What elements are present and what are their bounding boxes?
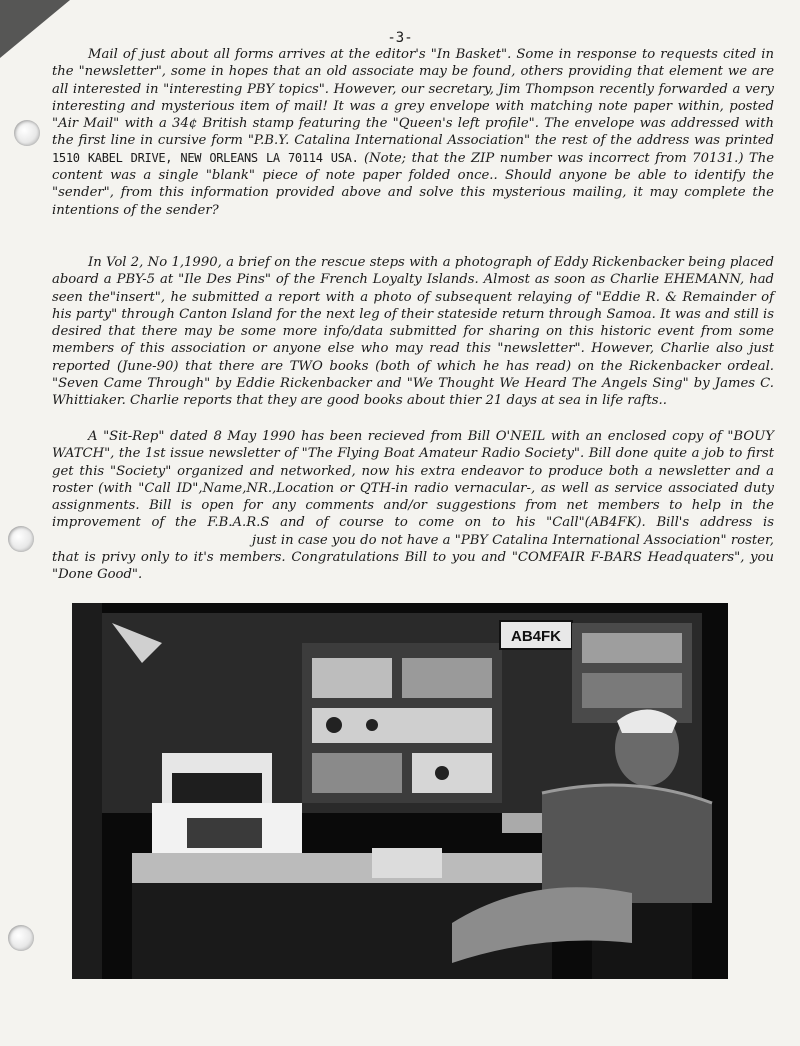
paragraph-sit-rep-part1: A "Sit-Rep" dated 8 May 1990 has been recieved from Bill O'NEIL with an enclosed copy of "BOUY WATCH", the 1st issue newsletter of "The Flying Boat Amateur Radio Society". Bill done quite a job to first get this "Society" organized and networked, now his extra endeavor to produce both a newsletter and a roster (with "Call ID",Name,NR.,Location or QTH-in radio vernacular-, as well as service associated duty assignments. Bill is open for any comments and/or suggestions from net members to help in the improvement of the F.B.A.R.S and of course to come on to his "Call"(AB4FK). Bill's address is xyxy=(52,429,774,531)
radio-shack-photo-illustration xyxy=(72,603,728,979)
punch-hole-bottom xyxy=(8,925,34,951)
page-number: -3- xyxy=(387,30,413,46)
paragraph-mystery-mail xyxy=(52,46,774,219)
callsign-sign-text: AB4FK xyxy=(510,628,562,645)
paragraph-rickenbacker: In Vol 2, No 1,1990, a brief on the rescue steps with a photograph of Eddy Rickenbacker being placed aboard a PBY-5 at "Ile Des Pins" of the French Loyalty Islands. Almost as soon as Charlie EHEMANN, had seen the"insert", he submitted a report with a photo of subsequent relaying of "Eddie R. & Remainder of his party" through Canton Island for the next leg of their stateside return through Samoa. It was and still is desired that there may be some more info/data submitted for sharing on this historic event from some members of this association or anyone else who may read this "newsletter". However, Charlie also just reported (June-90) that there are TWO books (both of which he has read) on the Rickenbacker ordeal. "Seven Came Through" by Eddie Rickenbacker and "We Thought We Heard The Angels Sing" by James C. Whittiaker. Charlie reports that they are good books about thier 21 days at sea in life rafts.. xyxy=(52,255,774,409)
paragraph-sit-rep-part2: just in case you do not have a "PBY Catalina International Association" roster, that is privy only to it's members. Congratulations Bill to you and "COMFAIR F-BARS Headquaters", you "Done Good". xyxy=(52,532,774,583)
paragraph-mystery-mail-part1: Mail of just about all forms arrives at the editor's "In Basket". Some in response to requests cited in the "newsletter", some in hopes that an old associate may be found, others providing that element we are all interested in "interesting PBY topics". However, our secretary, Jim Thompson recently forwarded a very interesting and mysterious item of mail! It was a grey envelope with matching note paper within, posted "Air Mail" with a 34¢ British stamp featuring the "Queen's left profile". The envelope was addressed with the first line in cursive form "P.B.Y. Catalina International Association" the rest of the address was printed xyxy=(52,47,774,149)
printed-address: 1510 KABEL DRIVE, NEW ORLEANS LA 70114 USA. xyxy=(52,150,359,165)
radio-shack-photo xyxy=(72,603,728,979)
paragraph-sit-rep xyxy=(52,428,774,584)
punch-hole-middle xyxy=(8,526,34,552)
punch-hole-top xyxy=(14,120,40,146)
paragraph-mystery-mail-part2: (Note; that the ZIP number was incorrect from 70131.) The content was a single "blank" piece of note paper folded once.. Should anyone be able to identify the "sender", from this information provided above and solve this mysterious mailing, it may complete the intentions of the sender? xyxy=(52,150,774,218)
